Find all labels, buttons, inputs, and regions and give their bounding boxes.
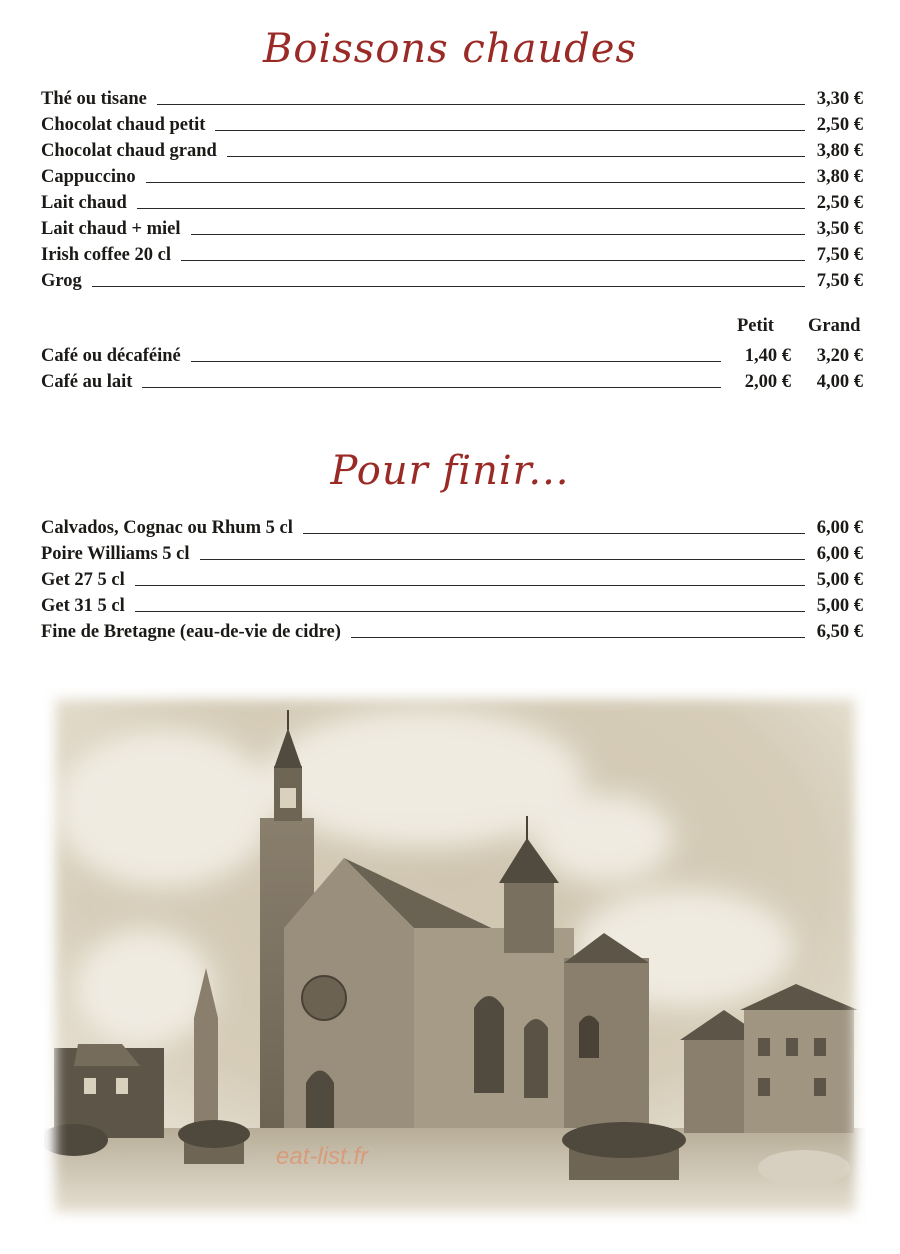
dotted-leader [146, 182, 805, 183]
item-price: 3,80 € [816, 167, 863, 187]
coffee-header-large: Grand [808, 316, 861, 336]
item-price: 3,80 € [816, 141, 863, 161]
dotted-leader [215, 130, 804, 131]
dotted-leader [303, 533, 805, 534]
dotted-leader [227, 156, 805, 157]
item-name: Thé ou tisane [41, 89, 147, 109]
menu-item [41, 266, 863, 292]
left-houses [54, 1044, 164, 1138]
item-name: Irish coffee 20 cl [41, 245, 171, 265]
price-small: 2,00 € [744, 372, 791, 392]
item-price: 3,30 € [816, 89, 863, 109]
dotted-leader [135, 585, 805, 586]
item-price: 6,50 € [816, 622, 863, 642]
menu-item [41, 591, 863, 617]
coffee-item [41, 341, 863, 367]
item-name: Get 27 5 cl [41, 570, 125, 590]
digestifs-title: Pour finir... [330, 448, 570, 494]
item-name: Lait chaud [41, 193, 127, 213]
item-price: 6,00 € [816, 518, 863, 538]
menu-item [41, 513, 863, 539]
price-small: 1,40 € [744, 346, 791, 366]
church-photo [44, 688, 866, 1224]
item-name: Café ou décaféiné [41, 346, 181, 366]
square-pavement [44, 1128, 866, 1224]
menu-item [41, 240, 863, 266]
item-name: Grog [41, 271, 82, 291]
item-name: Lait chaud + miel [41, 219, 181, 239]
menu-item [41, 162, 863, 188]
dotted-leader [191, 234, 805, 235]
price-large: 4,00 € [816, 372, 863, 392]
item-price: 7,50 € [816, 245, 863, 265]
menu-item [41, 136, 863, 162]
dotted-leader [351, 637, 805, 638]
menu-item [41, 565, 863, 591]
menu-item [41, 84, 863, 110]
menu-item [41, 110, 863, 136]
dotted-leader [135, 611, 805, 612]
item-price: 2,50 € [816, 193, 863, 213]
item-price: 3,50 € [816, 219, 863, 239]
item-name: Chocolat chaud grand [41, 141, 217, 161]
item-name: Chocolat chaud petit [41, 115, 206, 135]
item-price: 7,50 € [816, 271, 863, 291]
item-name: Café au lait [41, 372, 133, 392]
menu-item [41, 617, 863, 643]
dotted-leader [157, 104, 805, 105]
item-name: Cappuccino [41, 167, 136, 187]
item-price: 2,50 € [816, 115, 863, 135]
item-name: Poire Williams 5 cl [41, 544, 190, 564]
dotted-leader [200, 559, 805, 560]
coffee-header-small: Petit [737, 316, 774, 336]
price-large: 3,20 € [816, 346, 863, 366]
item-price: 5,00 € [816, 570, 863, 590]
item-name: Fine de Bretagne (eau-de-vie de cidre) [41, 622, 341, 642]
hot-drinks-title: Boissons chaudes [263, 26, 637, 72]
menu-item [41, 214, 863, 240]
item-name: Calvados, Cognac ou Rhum 5 cl [41, 518, 293, 538]
dotted-leader [181, 260, 805, 261]
item-price: 5,00 € [816, 596, 863, 616]
dotted-leader [142, 387, 721, 388]
item-name: Get 31 5 cl [41, 596, 125, 616]
menu-item [41, 188, 863, 214]
item-price: 6,00 € [816, 544, 863, 564]
dotted-leader [191, 361, 721, 362]
dotted-leader [92, 286, 805, 287]
dotted-leader [137, 208, 805, 209]
menu-item [41, 539, 863, 565]
watermark: eat-list.fr [276, 1143, 369, 1170]
coffee-item [41, 367, 863, 393]
